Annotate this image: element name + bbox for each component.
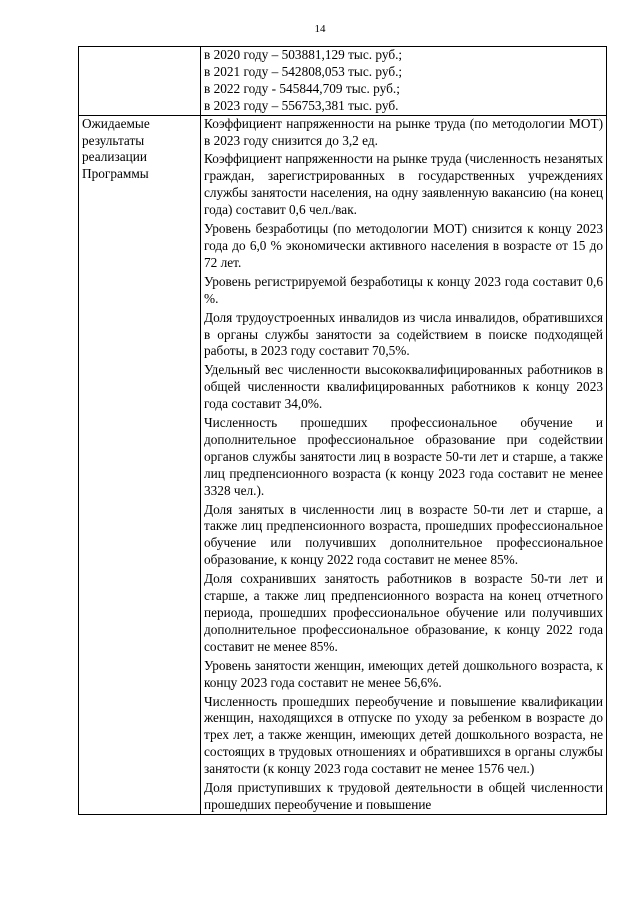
budget-line-2020: в 2020 году – 503881,129 тыс. руб.; bbox=[204, 47, 403, 62]
result-item: Доля сохранивших занятость работников в возрасте 50-ти лет и старше, а также лиц предпенсионного возраста на конец отчетного периода, прошедших профессиональное обучение или получивших дополнительное профессиональное образование, к концу 2022 года составит не менее 85%. bbox=[204, 571, 603, 654]
result-item: Коэффициент напряженности на рынке труда (по методологии МОТ) в 2023 году снизится до 3,2 ед. bbox=[204, 115, 603, 148]
result-item: Доля занятых в численности лиц в возрасте 50-ти лет и старше, а также лиц предпенсионного возраста, прошедших профессиональное обучение или получивших дополнительное профессиональное образование, к концу 2022 года составит не менее 85%. bbox=[204, 501, 603, 568]
result-item: Численность прошедших переобучение и повышение квалификации женщин, находящихся в отпуске по уходу за ребенком в возрасте до трех лет, а также женщин, имеющих детей дошкольного возраста, не состоящих в трудовых отношениях и обратившихся в органы службы занятости (к концу 2023 года составит не менее 1576 чел.) bbox=[204, 693, 603, 777]
budget-line-2021: в 2021 году – 542808,053 тыс. руб.; bbox=[204, 63, 403, 79]
budget-line-2023: в 2023 году – 556753,381 тыс. руб. bbox=[204, 97, 399, 113]
budget-cell bbox=[201, 47, 607, 116]
budget-label-cell bbox=[79, 47, 201, 116]
result-item: Удельный вес численности высококвалифицированных работников в общей численности квалифицированных работников к концу 2023 года составит 34,0%. bbox=[204, 362, 603, 412]
budget-line-2022: в 2022 году - 545844,709 тыс. руб.; bbox=[204, 80, 400, 96]
page-number: 14 bbox=[314, 23, 326, 35]
results-cell bbox=[201, 115, 607, 814]
program-passport-table bbox=[78, 46, 607, 815]
result-item: Коэффициент напряженности на рынке труда (численность незанятых граждан, зарегистрированных в государственных учреждениях службы занятости населения, на одну заявленную вакансию (на конец года) составит 0,6 чел./вак. bbox=[204, 151, 603, 218]
result-item: Уровень занятости женщин, имеющих детей дошкольного возраста, к концу 2023 года составит не менее 56,6%. bbox=[204, 657, 603, 690]
table-row-results bbox=[79, 115, 607, 814]
result-item: Уровень безработицы (по методологии МОТ) снизится к концу 2023 года до 6,0 % экономически активного населения в возрасте от 15 до 72 лет. bbox=[204, 221, 603, 270]
results-label-cell: Ожидаемые результаты реализации Программы bbox=[79, 115, 201, 814]
result-item: Доля приступивших к трудовой деятельности в общей численности прошедших переобучение и повышение bbox=[204, 780, 603, 812]
table-row-budget bbox=[79, 47, 607, 116]
result-item: Численность прошедших профессиональное обучение и дополнительное профессиональное образование при содействии органов службы занятости лиц в возрасте 50-ти лет и старше, а также лиц предпенсионного возраста (к концу 2023 года составит не менее 3328 чел.). bbox=[204, 415, 603, 498]
result-item: Доля трудоустроенных инвалидов из числа инвалидов, обратившихся в органы службы занятости за содействием в поиске подходящей работы, в 2023 году составит 70,5%. bbox=[204, 309, 603, 359]
result-item: Уровень регистрируемой безработицы к концу 2023 года составит 0,6 %. bbox=[204, 273, 603, 306]
